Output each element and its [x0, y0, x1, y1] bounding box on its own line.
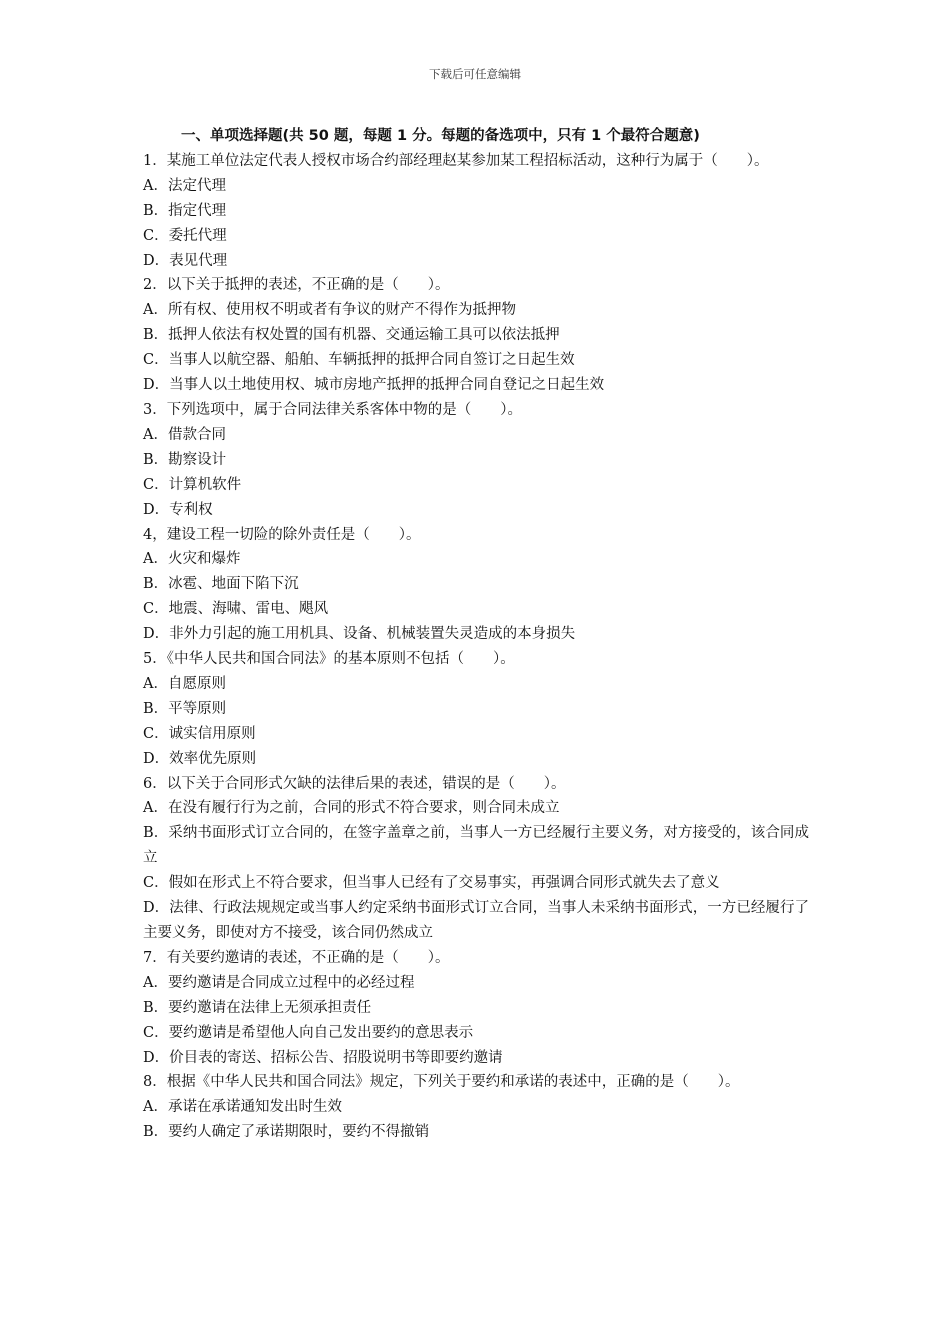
q2-option-d: D．当事人以土地使用权、城市房地产抵押的抵押合同自登记之日起生效 — [143, 377, 605, 394]
q4-option-a: A．火灾和爆炸 — [143, 551, 241, 568]
q3-option-a: A．借款合同 — [143, 426, 226, 443]
q2-option-c: C．当事人以航空器、船舶、车辆抵押的抵押合同自签订之日起生效 — [143, 352, 575, 369]
q6-option-c: C．假如在形式上不符合要求，但当事人已经有了交易事实，再强调合同形式就失去了意义 — [143, 875, 720, 892]
q5-option-b: B．平等原则 — [143, 700, 227, 717]
question-5: 5．《中华人民共和国合同法》的基本原则不包括（ ）。 — [143, 651, 515, 668]
question-1: 1．某施工单位法定代表人授权市场合约部经理赵某参加某工程招标活动，这种行为属于（ ）。 — [143, 152, 769, 169]
q6-option-b: B．采纳书面形式订立合同的，在签字盖章之前，当事人一方已经履行主要义务，对方接受的，该合同成立 — [143, 825, 809, 867]
question-4: 4，建设工程一切险的除外责任是（ ）。 — [143, 526, 421, 543]
question-8: 8．根据《中华人民共和国合同法》规定，下列关于要约和承诺的表述中，正确的是（ ）。 — [143, 1074, 740, 1091]
q7-option-a: A．要约邀请是合同成立过程中的必经过程 — [143, 974, 415, 991]
q1-option-a: A．法定代理 — [143, 177, 226, 194]
q1-option-d: D．表见代理 — [143, 252, 228, 269]
question-6: 6．以下关于合同形式欠缺的法律后果的表述，错误的是（ ）。 — [143, 775, 566, 792]
document-body — [143, 124, 809, 1145]
question-2: 2．以下关于抵押的表述，不正确的是（ ）。 — [143, 277, 450, 294]
q4-option-b: B．冰雹、地面下陷下沉 — [143, 576, 299, 593]
q1-option-b: B．指定代理 — [143, 202, 227, 219]
q3-option-d: D．专利权 — [143, 501, 213, 518]
q8-option-b: B．要约人确定了承诺期限时，要约不得撤销 — [143, 1124, 430, 1141]
q5-option-a: A．自愿原则 — [143, 675, 226, 692]
q3-option-b: B．勘察设计 — [143, 451, 227, 468]
q3-option-c: C．计算机软件 — [143, 476, 242, 493]
q7-option-d: D．价目表的寄送、招标公告、招股说明书等即要约邀请 — [143, 1049, 503, 1066]
q6-option-a: A．在没有履行行为之前，合同的形式不符合要求，则合同未成立 — [143, 800, 560, 817]
q5-option-c: C．诚实信用原则 — [143, 725, 256, 742]
question-7: 7．有关要约邀请的表述，不正确的是（ ）。 — [143, 949, 450, 966]
q4-option-c: C．地震、海啸、雷电、飓风 — [143, 601, 329, 618]
q1-option-c: C．委托代理 — [143, 227, 227, 244]
q4-option-d: D．非外力引起的施工用机具、设备、机械装置失灵造成的本身损失 — [143, 626, 576, 643]
q5-option-d: D．效率优先原则 — [143, 750, 257, 767]
section-title: 一、单项选择题(共 50 题，每题 1 分。每题的备选项中，只有 1 个最符合题意) — [181, 128, 700, 144]
q2-option-a: A．所有权、使用权不明或者有争议的财产不得作为抵押物 — [143, 302, 516, 319]
question-3: 3．下列选项中，属于合同法律关系客体中物的是（ ）。 — [143, 401, 522, 418]
q8-option-a: A．承诺在承诺通知发出时生效 — [143, 1099, 342, 1116]
q2-option-b: B．抵押人依法有权处置的国有机器、交通运输工具可以依法抵押 — [143, 327, 560, 344]
q6-option-d: D．法律、行政法规规定或当事人约定采纳书面形式订立合同，当事人未采纳书面形式，一方已经履行了主要义务，即使对方不接受，该合同仍然成立 — [143, 900, 809, 941]
q7-option-b: B．要约邀请在法律上无须承担责任 — [143, 999, 372, 1016]
header-note: 下载后可任意编辑 — [429, 67, 521, 81]
q7-option-c: C．要约邀请是希望他人向自己发出要约的意思表示 — [143, 1024, 474, 1041]
